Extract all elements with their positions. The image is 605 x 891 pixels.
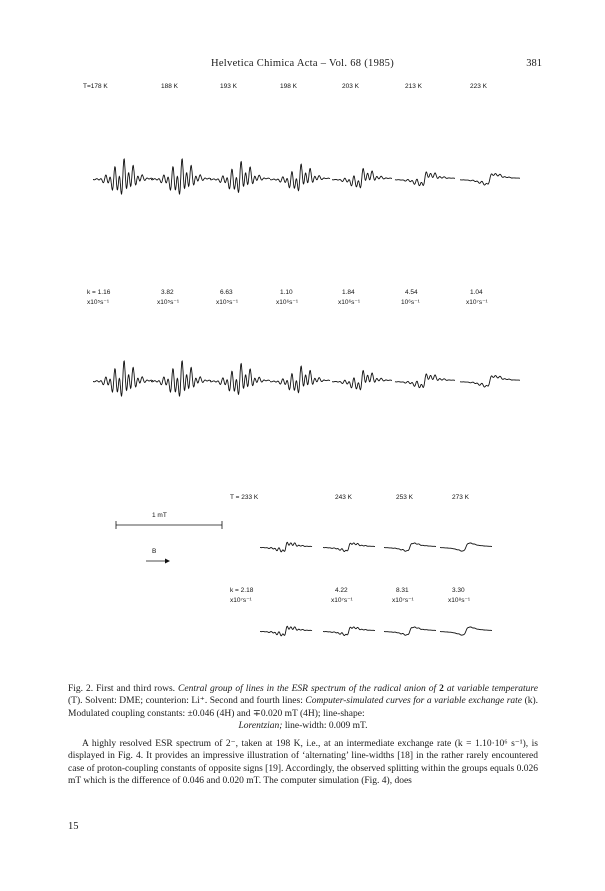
row1-spectrum bbox=[93, 159, 153, 194]
row2-simulated-spectrum bbox=[210, 364, 270, 395]
row2-rate-label: 3.82 bbox=[161, 289, 174, 296]
row1-temperature-label: 203 K bbox=[342, 83, 359, 90]
row2-rate-unit: x10⁵s⁻¹ bbox=[157, 299, 180, 306]
row4-simulated-spectrum bbox=[440, 627, 492, 635]
row2-rate-unit: x10⁵s⁻¹ bbox=[87, 299, 110, 306]
row3-spectrum bbox=[323, 543, 375, 552]
scale-label: 1 mT bbox=[152, 512, 167, 519]
row3-temperature-label: 253 K bbox=[396, 494, 413, 501]
figure-caption: Fig. 2. First and third rows. Central group of lines in the ESR spectrum of the radical anion of 2 at variable temperature (T). Solvent: DME; counterion: Li⁺. Second and fourth lines: Computer-simulated curves for a variable exchange rate (k). Modulated coupling constants: ±0.046 (4H) and ∓0.020 mT (4H); line-shape: Lorentzian; line-width: 0.009 mT. bbox=[68, 684, 539, 732]
row1-temperature-label: 188 K bbox=[161, 83, 178, 90]
row2-simulated-spectrum bbox=[460, 376, 520, 387]
row2-simulated-spectrum bbox=[93, 361, 153, 396]
row1-spectrum bbox=[395, 172, 455, 186]
row4-simulated-spectrum bbox=[384, 627, 436, 635]
row3-spectrum bbox=[440, 543, 492, 551]
row2-simulated-spectrum bbox=[395, 374, 455, 388]
row1-temperature-label: T=178 K bbox=[83, 83, 108, 90]
row3-spectrum bbox=[260, 542, 312, 552]
row3-temperature-label: 243 K bbox=[335, 494, 352, 501]
row2-rate-label: k = 1.16 bbox=[87, 289, 111, 296]
row1-spectrum bbox=[332, 169, 392, 188]
running-header bbox=[0, 58, 605, 72]
row4-rate-unit: x10⁷s⁻¹ bbox=[331, 597, 353, 604]
row2-rate-unit: x10⁶s⁻¹ bbox=[338, 299, 361, 306]
row3-spectrum bbox=[384, 543, 436, 551]
field-label: B bbox=[152, 548, 157, 555]
row3-temperature-label: 273 K bbox=[452, 494, 469, 501]
row2-simulated-spectrum bbox=[332, 371, 392, 390]
esr-figure bbox=[0, 76, 605, 676]
row4-rate-label: 3.30 bbox=[452, 587, 465, 594]
row4-rate-label: 8.31 bbox=[396, 587, 409, 594]
row1-temperature-label: 213 K bbox=[405, 83, 422, 90]
page-number: 381 bbox=[526, 58, 542, 69]
row1-spectrum bbox=[151, 159, 211, 194]
row2-simulated-spectrum bbox=[151, 361, 211, 396]
row4-rate-label: k = 2.18 bbox=[230, 587, 254, 594]
row1-spectrum bbox=[210, 162, 270, 193]
row4-rate-unit: x10⁷s⁻¹ bbox=[392, 597, 414, 604]
row2-rate-unit: x10⁶s⁻¹ bbox=[276, 299, 299, 306]
row4-rate-unit: x10⁸s⁻¹ bbox=[448, 597, 471, 604]
row4-simulated-spectrum bbox=[323, 627, 375, 636]
row2-rate-unit: x10⁷s⁻¹ bbox=[466, 299, 488, 306]
folio-number: 15 bbox=[68, 821, 79, 832]
row1-spectrum bbox=[460, 174, 520, 185]
row2-rate-label: 6.63 bbox=[220, 289, 233, 296]
journal-header: Helvetica Chimica Acta – Vol. 68 (1985) bbox=[210, 58, 395, 69]
field-arrow bbox=[146, 548, 170, 564]
body-paragraph: A highly resolved ESR spectrum of 2⁻, taken at 198 K, i.e., at an intermediate exchange rate (k = 1.10·10⁶ s⁻¹), is displayed in Fig. 4. It provides an impressive illustration of ‘alternating’ line-widths [18] in the rather rarely encountered case of proton-coupling constants of opposite signs [19]. Accordingly, the observed splitting within the groups equals 0.026 mT which is the difference of 0.046 and 0.020 mT. The computer simulation (Fig. 4), does bbox=[68, 739, 538, 787]
row2-rate-label: 4.54 bbox=[405, 289, 418, 296]
row4-rate-label: 4.22 bbox=[335, 587, 348, 594]
scale-bar bbox=[116, 512, 222, 529]
row4-simulated-spectrum bbox=[260, 626, 312, 636]
row1-spectrum bbox=[270, 164, 330, 190]
row2-simulated-spectrum bbox=[270, 366, 330, 392]
row2-rate-label: 1.04 bbox=[470, 289, 483, 296]
row1-temperature-label: 223 K bbox=[470, 83, 487, 90]
row4-rate-unit: x10⁷s⁻¹ bbox=[230, 597, 252, 604]
row2-rate-label: 1.84 bbox=[342, 289, 355, 296]
row2-rate-label: 1.10 bbox=[280, 289, 293, 296]
row2-rate-unit: 10⁶s⁻¹ bbox=[401, 299, 420, 306]
row1-temperature-label: 193 K bbox=[220, 83, 237, 90]
row3-temperature-label: T = 233 K bbox=[230, 494, 259, 501]
row1-temperature-label: 198 K bbox=[280, 83, 297, 90]
row2-rate-unit: x10⁵s⁻¹ bbox=[216, 299, 239, 306]
